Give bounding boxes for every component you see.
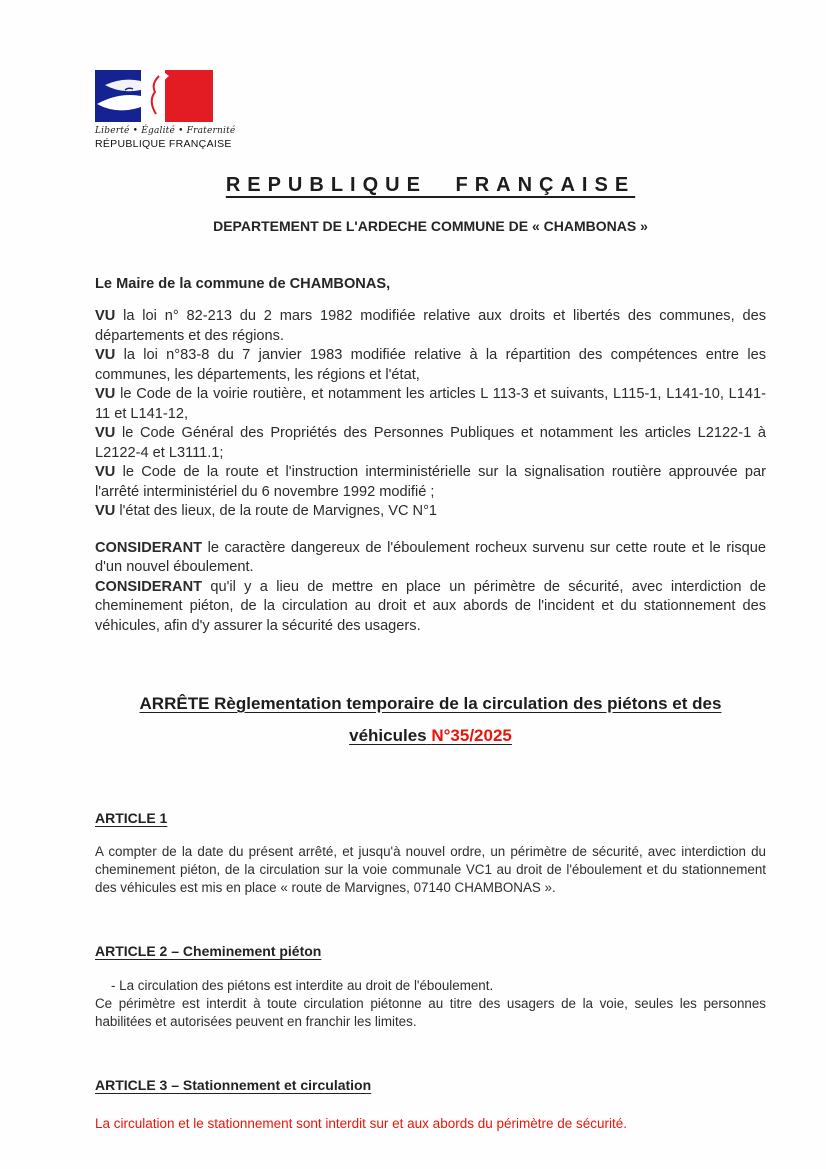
considerant-clause — [95, 539, 766, 578]
french-flag-marianne-icon — [95, 70, 213, 122]
considerant-label: CONSIDERANT — [95, 539, 203, 556]
considerant-clauses — [95, 539, 766, 637]
vu-text: le Code de la route et l'instruction interministérielle sur la signalisation routière approuvée par l'arrêté interministériel du 6 novembre 1992 modifié ; — [95, 464, 767, 500]
decree-number: N°35/2025 — [431, 726, 512, 745]
logo-republic-label: RÉPUBLIQUE FRANÇAISE — [95, 138, 232, 150]
vu-clause — [95, 346, 766, 385]
vu-label: VU — [95, 464, 116, 480]
considerant-text: qu'il y a lieu de mettre en place un périmètre de sécurité, avec interdiction de cheminement piéton, de la circulation au droit et aux abords de l'incident et du stationnement des véhicules, afin d'y assurer la sécurité des usagers. — [95, 578, 766, 634]
article-3-red-statement: La circulation et le stationnement sont interdit sur et aux abords du périmètre de sécurité. — [95, 1116, 628, 1131]
article-2-body: Ce périmètre est interdit à toute circulation piétonne au titre des usagers de la voie, seules les personnes habilitées et autorisées peuvent en franchir les limites. — [95, 996, 766, 1029]
article-1-body: A compter de la date du présent arrêté, et jusqu'à nouvel ordre, un périmètre de sécurité, avec interdiction du cheminement piéton, de la circulation sur la voie communale VC1 au droit de l'éboulement et du stationnement des véhicules est mis en place « route de Marvignes, 07140 CHAMBONAS ». — [95, 844, 766, 895]
document-title: REPUBLIQUE FRANÇAISE — [225, 174, 636, 196]
vu-label: VU — [95, 308, 116, 324]
vu-label: VU — [95, 386, 116, 402]
vu-clause — [95, 463, 766, 502]
vu-clauses — [95, 307, 766, 522]
vu-text: l'état des lieux, de la route de Marvignes, VC N°1 — [119, 503, 438, 519]
considerant-text: le caractère dangereux de l'éboulement rocheux survenu sur cette route et le risque d'un nouvel éboulement. — [95, 539, 767, 575]
logo-motto: Liberté • Égalité • Fraternité — [95, 126, 236, 136]
vu-clause — [95, 502, 766, 522]
vu-label: VU — [95, 503, 116, 519]
vu-clause — [95, 424, 766, 463]
decree-title-text: ARRÊTE Règlementation temporaire de la circulation des piétons et des véhicules — [139, 694, 722, 745]
article-3-heading: ARTICLE 3 – Stationnement et circulation — [95, 1077, 372, 1093]
article-2-list-item: - La circulation des piétons est interdite au droit de l'éboulement. — [111, 978, 494, 993]
article-2-heading: ARTICLE 2 – Cheminement piéton — [95, 943, 322, 959]
vu-text: la loi n° 82-213 du 2 mars 1982 modifiée relative aux droits et libertés des communes, des départements et des régions. — [95, 308, 766, 344]
vu-clause — [95, 385, 766, 424]
vu-clause — [95, 307, 766, 346]
mayor-intro-line: Le Maire de la commune de CHAMBONAS, — [95, 276, 391, 292]
document-subtitle: DEPARTEMENT DE L'ARDECHE COMMUNE DE « CHAMBONAS » — [213, 218, 648, 234]
decree-title — [103, 688, 758, 752]
republique-francaise-logo — [95, 70, 235, 150]
considerant-clause — [95, 578, 766, 637]
vu-text: le Code de la voirie routière, et notamment les articles L 113-3 et suivants, L115-1, L141-10, L141-11 et L141-12, — [95, 386, 766, 422]
vu-label: VU — [95, 347, 116, 363]
article-1-heading: ARTICLE 1 — [95, 810, 168, 826]
vu-text: la loi n°83-8 du 7 janvier 1983 modifiée relative à la répartition des compétences entre les communes, les départements, les régions et l'état, — [95, 347, 766, 383]
vu-text: le Code Général des Propriétés des Personnes Publiques et notamment les articles L2122-1 à L2122-4 et L3111.1; — [95, 425, 766, 461]
considerant-label: CONSIDERANT — [95, 578, 203, 595]
vu-label: VU — [95, 425, 116, 441]
